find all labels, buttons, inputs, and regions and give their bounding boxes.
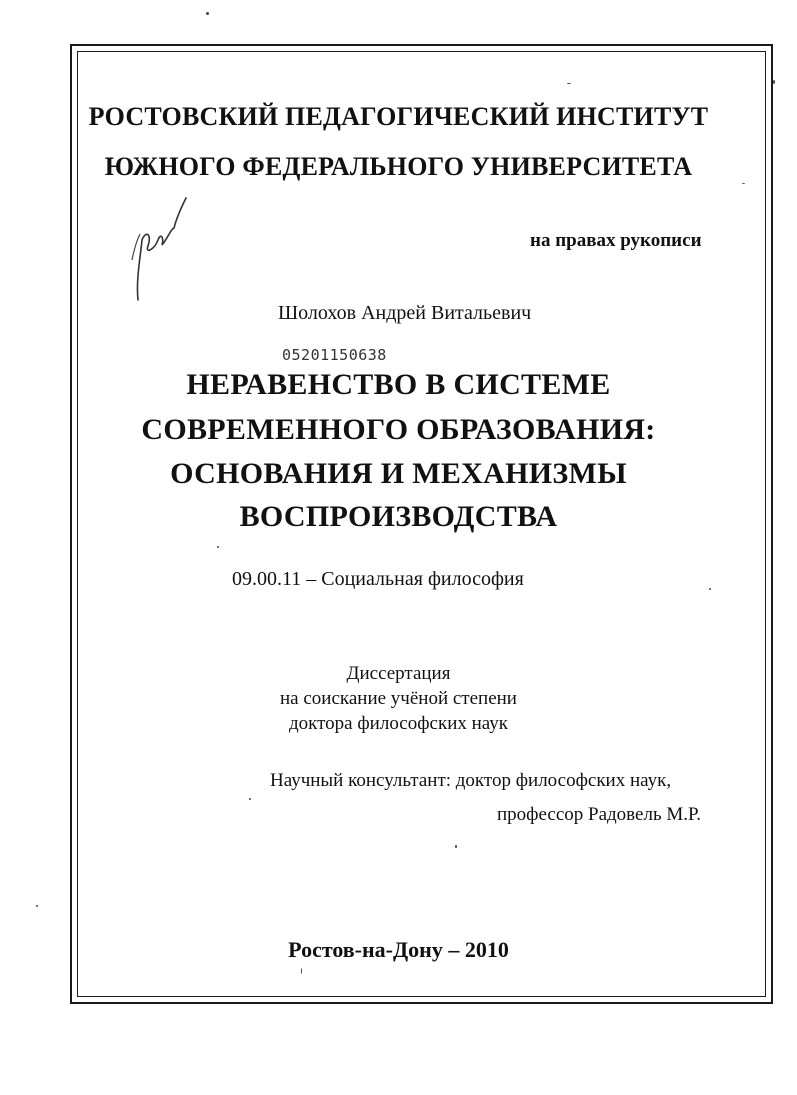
title-line-2: СОВРЕМЕННОГО ОБРАЗОВАНИЯ: (141, 413, 656, 446)
registration-number: 05201150638 (282, 346, 387, 364)
scan-speck (567, 83, 571, 84)
title-line-4: ВОСПРОИЗВОДСТВА (239, 500, 558, 533)
author-name: Шолохов Андрей Витальевич (278, 302, 532, 324)
rights-note: на правах рукописи (530, 230, 702, 251)
scan-speck (36, 905, 38, 907)
degree-line-3: доктора философских наук (288, 713, 508, 734)
degree-line-1: Диссертация (346, 663, 451, 684)
institution-line-1: РОСТОВСКИЙ ПЕДАГОГИЧЕСКИЙ ИНСТИТУТ (88, 102, 709, 131)
title-line-1: НЕРАВЕНСТВО В СИСТЕМЕ (186, 368, 611, 401)
scan-speck (742, 183, 745, 184)
title-line-3: ОСНОВАНИЯ И МЕХАНИЗМЫ (170, 457, 627, 490)
consultant-line-1: Научный консультант: доктор философских наук, (270, 770, 672, 791)
scan-speck (773, 80, 775, 84)
scan-speck (217, 546, 219, 548)
scan-speck (301, 968, 302, 974)
scan-speck (249, 798, 251, 800)
specialty: 09.00.11 – Социальная философия (232, 568, 524, 590)
scan-speck (206, 12, 209, 15)
scan-speck (709, 588, 711, 590)
scan-speck (455, 845, 457, 848)
consultant-line-2: профессор Радовель М.Р. (497, 804, 701, 825)
degree-line-2: на соискание учёной степени (280, 688, 517, 709)
handwritten-signature (118, 190, 198, 310)
place-year: Ростов-на-Дону – 2010 (288, 937, 509, 962)
institution-line-2: ЮЖНОГО ФЕДЕРАЛЬНОГО УНИВЕРСИТЕТА (104, 152, 693, 181)
